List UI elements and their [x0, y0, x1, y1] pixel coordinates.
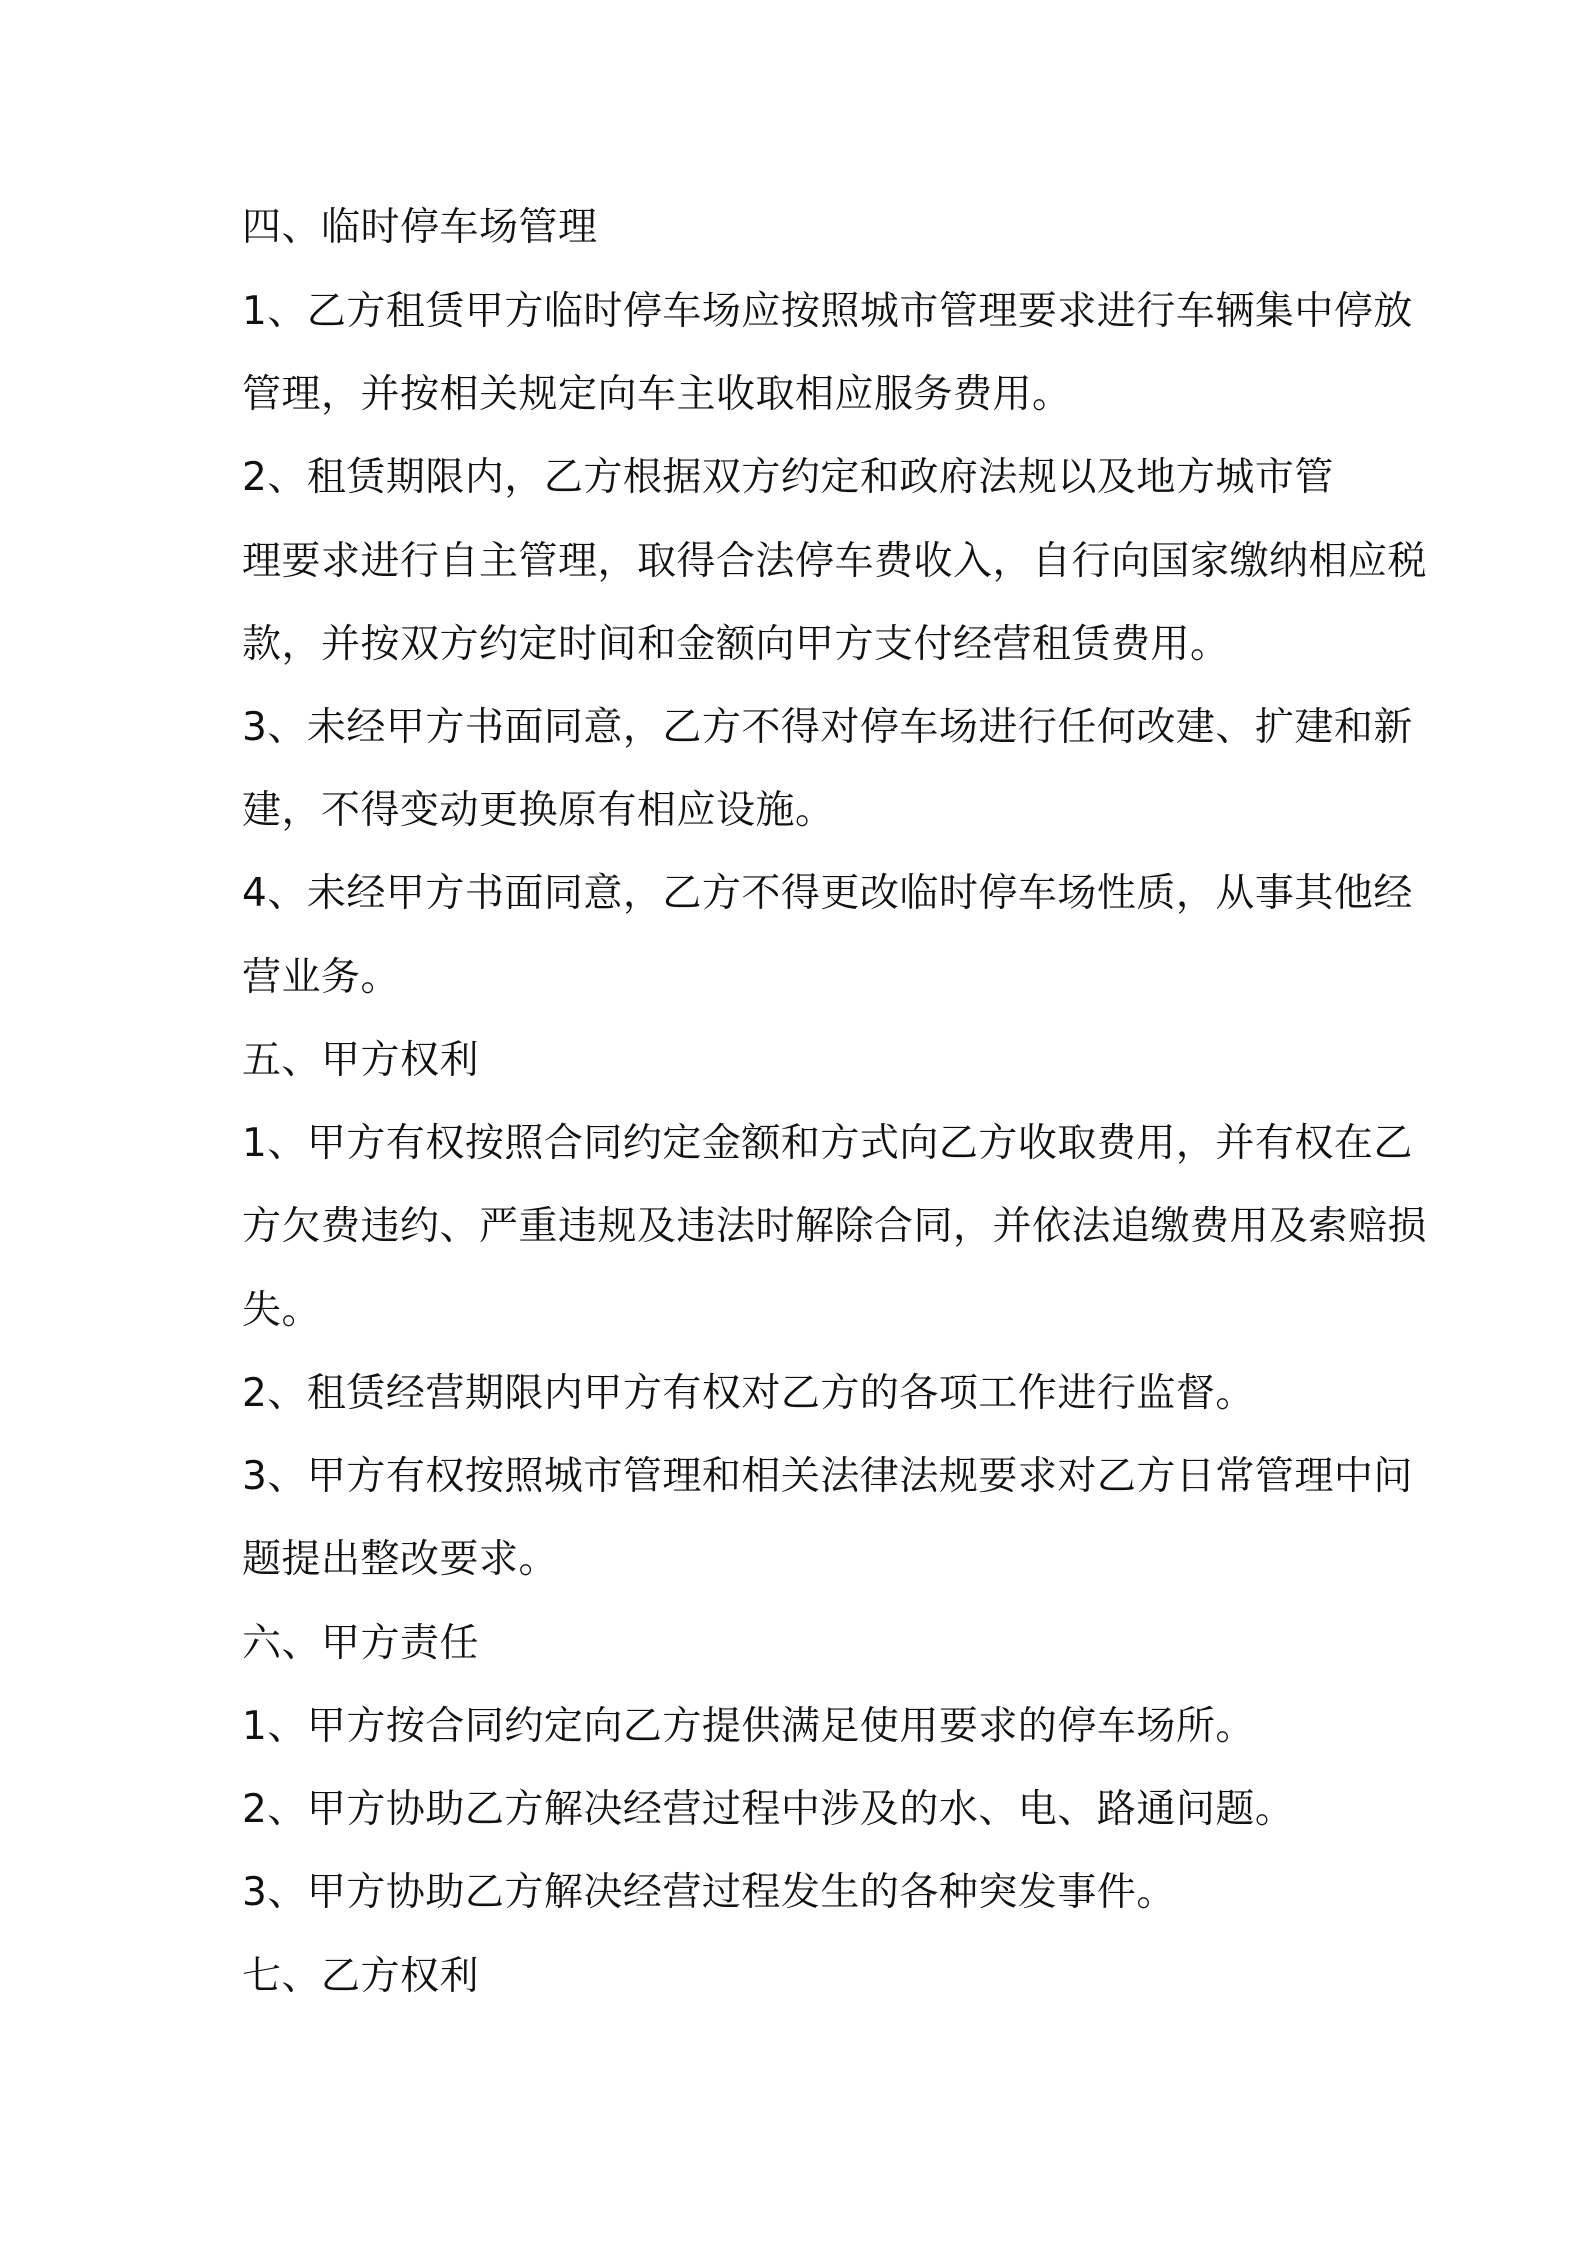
paragraph-line: 管理，并按相关规定向车主收取相应服务费用。	[242, 372, 1072, 417]
paragraph-line: 失。	[242, 1288, 322, 1333]
paragraph-line: 1、甲方按合同约定向乙方提供满足使用要求的停车场所。	[242, 1704, 1255, 1749]
paragraph-line: 款，并按双方约定时间和金额向甲方支付经营租赁费用。	[242, 622, 1230, 667]
paragraph-line: 2、租赁期限内，乙方根据双方约定和政府法规以及地方城市管	[242, 455, 1334, 500]
paragraph-line: 3、甲方有权按照城市管理和相关法律法规要求对乙方日常管理中问	[242, 1454, 1413, 1499]
paragraph-line: 2、甲方协助乙方解决经营过程中涉及的水、电、路通问题。	[242, 1787, 1295, 1832]
paragraph-line: 3、甲方协助乙方解决经营过程发生的各种突发事件。	[242, 1870, 1176, 1915]
paragraph-line: 建，不得变动更换原有相应设施。	[242, 788, 835, 833]
paragraph-line: 营业务。	[242, 955, 401, 1000]
section-heading-5: 五、甲方权利	[242, 1038, 480, 1083]
section-heading-4: 四、临时停车场管理	[242, 205, 598, 250]
paragraph-line: 方欠费违约、严重违规及违法时解除合同，并依法追缴费用及索赔损	[242, 1204, 1428, 1249]
paragraph-line: 2、租赁经营期限内甲方有权对乙方的各项工作进行监督。	[242, 1371, 1255, 1416]
paragraph-line: 4、未经甲方书面同意，乙方不得更改临时停车场性质，从事其他经	[242, 871, 1413, 916]
paragraph-line: 1、甲方有权按照合同约定金额和方式向乙方收取费用，并有权在乙	[242, 1121, 1413, 1166]
section-heading-6: 六、甲方责任	[242, 1621, 480, 1666]
paragraph-line: 题提出整改要求。	[242, 1537, 559, 1582]
paragraph-line: 3、未经甲方书面同意，乙方不得对停车场进行任何改建、扩建和新	[242, 705, 1413, 750]
paragraph-line: 1、乙方租赁甲方临时停车场应按照城市管理要求进行车辆集中停放	[242, 289, 1413, 334]
section-heading-7: 七、乙方权利	[242, 1954, 480, 1999]
paragraph-line: 理要求进行自主管理，取得合法停车费收入，自行向国家缴纳相应税	[242, 539, 1428, 584]
